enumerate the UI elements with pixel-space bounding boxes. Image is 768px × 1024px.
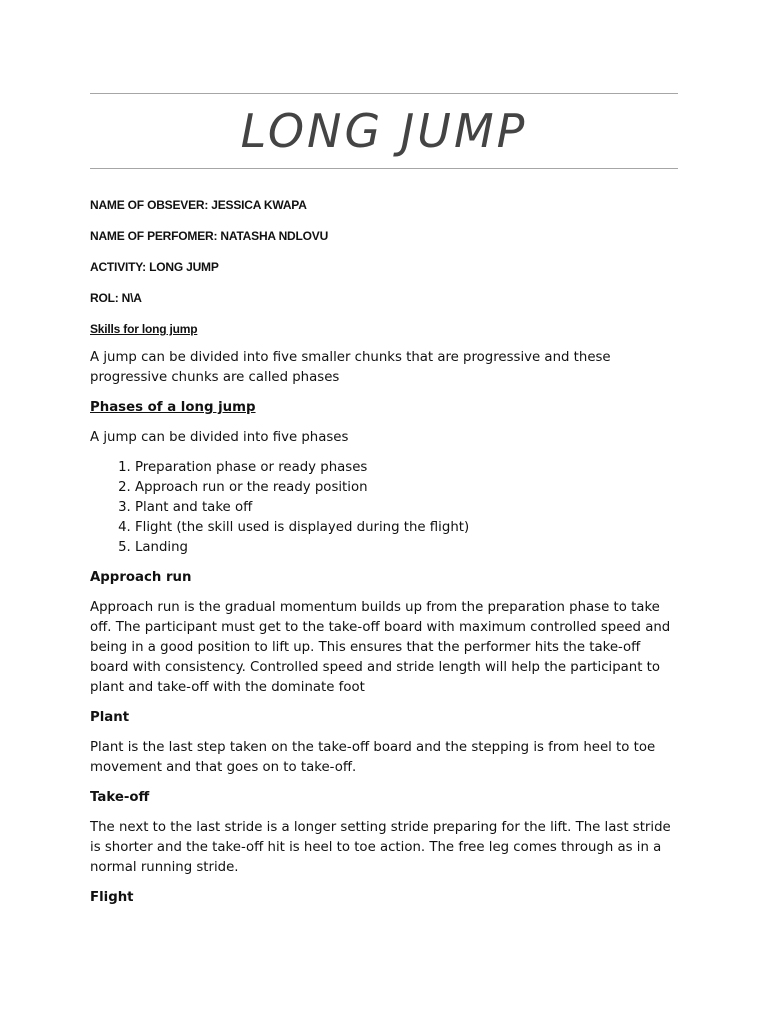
plant-heading: Plant <box>90 710 130 725</box>
takeoff-heading: Take-off <box>90 790 150 805</box>
plant-paragraph: Plant is the last step taken on the take-off board and the stepping is from heel to toe movement and that goes on to take-off. <box>90 740 656 775</box>
list-item: 5. Landing <box>135 538 678 558</box>
observer-line: NAME OF OBSEVER: JESSICA KWAPA <box>90 198 307 212</box>
list-item: 4. Flight (the skill used is displayed during the flight) <box>135 518 678 538</box>
approach-heading: Approach run <box>90 570 192 585</box>
title-top-rule <box>90 93 678 94</box>
document-title: LONG JUMP <box>240 104 528 158</box>
phases-heading: Phases of a long jump <box>90 400 256 415</box>
approach-paragraph: Approach run is the gradual momentum builds up from the preparation phase to take off. The participant must get to the take-off board with maximum controlled speed and being in a good position to lift up. This ensures that the performer hits the take-off board with consistency. Controlled speed and stride length will help the participant to plant and take-off with the dominate foot <box>90 600 671 695</box>
document-body <box>90 348 678 918</box>
skills-heading: Skills for long jump <box>90 322 198 336</box>
intro-paragraph: A jump can be divided into five smaller chunks that are progressive and these progressive chunks are called phases <box>90 350 611 385</box>
takeoff-paragraph: The next to the last stride is a longer setting stride preparing for the lift. The last stride is shorter and the take-off hit is heel to toe action. The free leg comes through as in a normal running stride. <box>90 820 671 875</box>
list-item: 3. Plant and take off <box>135 498 678 518</box>
performer-line: NAME OF PERFOMER: NATASHA NDLOVU <box>90 229 329 243</box>
list-item: 1. Preparation phase or ready phases <box>135 458 678 478</box>
activity-line: ACTIVITY: LONG JUMP <box>90 260 219 274</box>
flight-heading: Flight <box>90 890 134 905</box>
title-bottom-rule <box>90 168 678 169</box>
rol-line: ROL: N\A <box>90 291 142 305</box>
list-item: 2. Approach run or the ready position <box>135 478 678 498</box>
phases-lead: A jump can be divided into five phases <box>90 430 349 445</box>
phases-list <box>90 458 678 558</box>
